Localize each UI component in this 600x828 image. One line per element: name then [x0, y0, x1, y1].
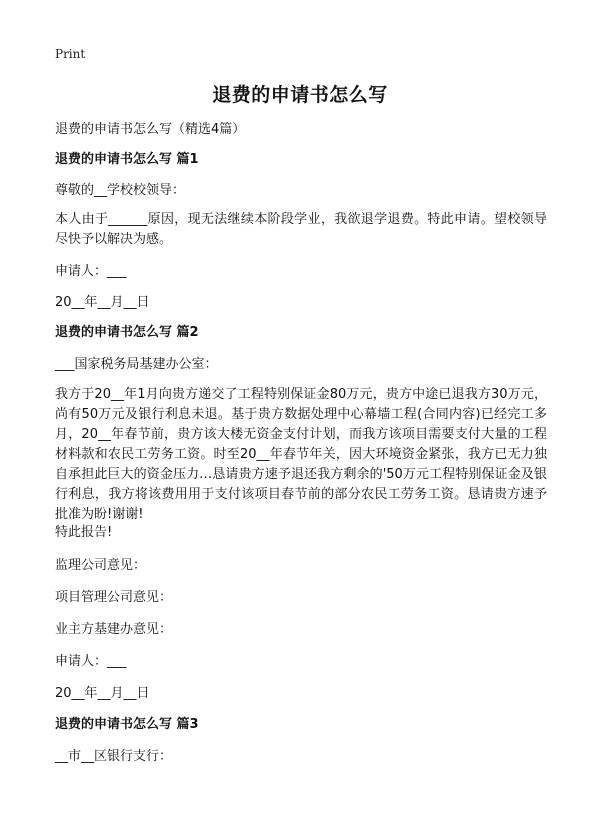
section2-project-mgmt-opinion: 项目管理公司意见： — [55, 590, 173, 605]
section2-body: 我方于20__年1月向贵方递交了工程特别保证金80万元，贵方中途已退我方30万元，尚有50万元及银行利息未退。基于贵方数据处理中心幕墙工程(合同内容)已经完工多月，20__年春节前，贵方该大楼无资金支付计划，而我方该项目需要支付大量的工程材料款和农民工劳务工资。时至20__年春节年关，因大环境资金紧张，我方已无力独自承担此巨大的资金压力…恳请贵方速予退还我方剩余的'50万元工程特别保证金及银行利息，我方将该费用用于支付该项目春节前的部分农民工劳务工资。恳请贵方速予批准为盼!谢谢! — [55, 387, 547, 522]
section1-body: 本人由于______原因，现无法继续本阶段学业，我欲退学退费。特此申请。望校领导尽快予以解决为感。 — [55, 212, 547, 247]
section2-supervisor-opinion: 监理公司意见： — [55, 558, 147, 573]
section2-heading: 退费的申请书怎么写 篇2 — [55, 325, 199, 340]
document-title: 退费的申请书怎么写 — [212, 84, 388, 106]
section2-applicant: 申请人：___ — [55, 654, 127, 669]
section2-closing: 特此报告! — [55, 525, 113, 540]
document-subtitle: 退费的申请书怎么写（精选4篇） — [55, 122, 246, 137]
print-link[interactable]: Print — [55, 47, 86, 61]
section1-salutation: 尊敬的__学校校领导： — [55, 183, 186, 198]
section1-date: 20__年__月__日 — [55, 295, 150, 310]
section3-salutation: __市__区银行支行： — [55, 749, 173, 764]
section3-heading: 退费的申请书怎么写 篇3 — [55, 717, 199, 732]
section1-heading: 退费的申请书怎么写 篇1 — [55, 152, 199, 167]
section2-date: 20__年__月__日 — [55, 686, 150, 701]
section1-applicant: 申请人：___ — [55, 264, 127, 279]
section2-salutation: ___国家税务局基建办公室： — [55, 357, 218, 372]
section2-owner-opinion: 业主方基建办意见： — [55, 622, 173, 637]
